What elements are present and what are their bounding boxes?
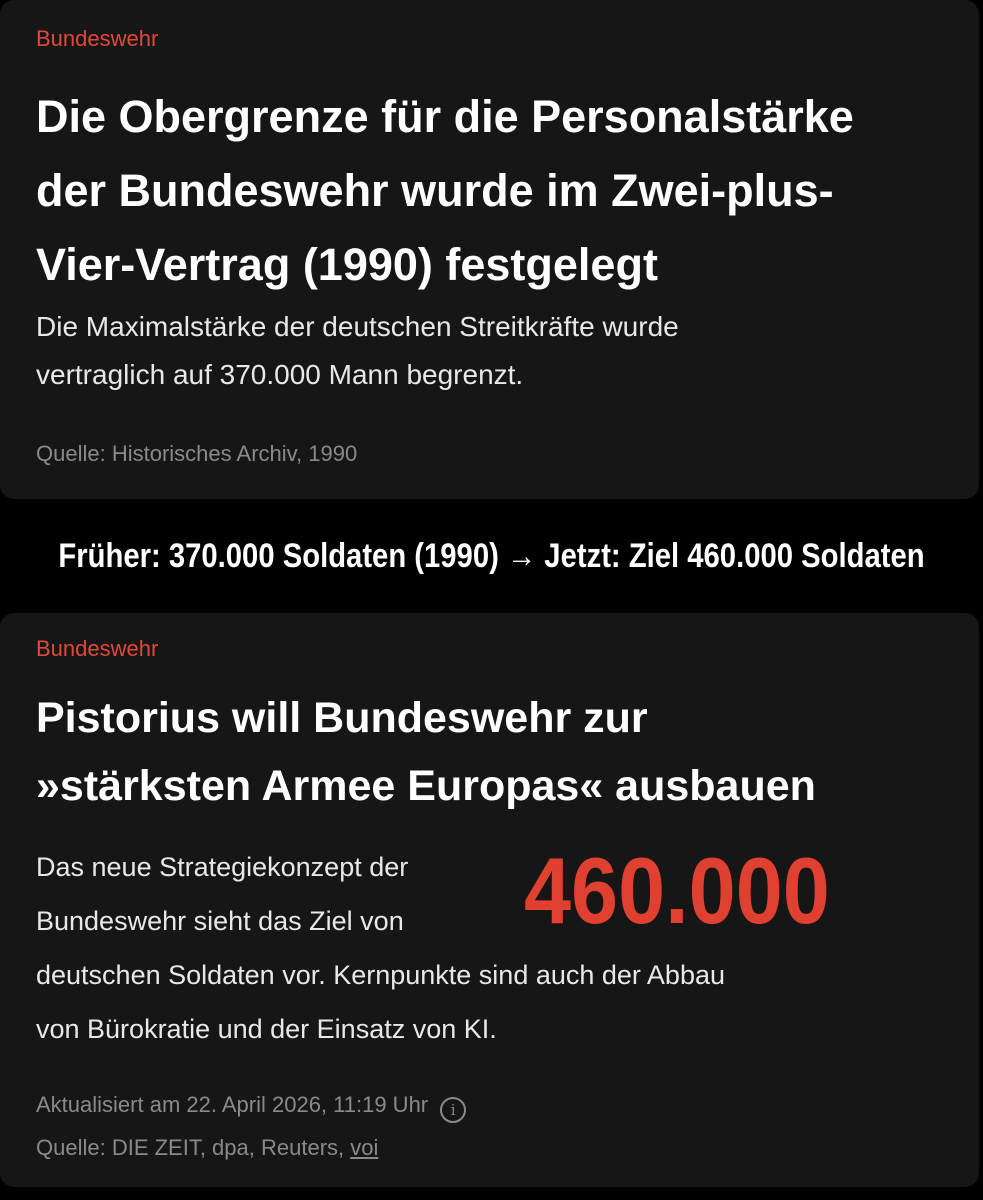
headline-line: der Bundeswehr wurde im Zwei-plus- (36, 165, 834, 216)
lead-line: Bundeswehr sieht das Ziel von (36, 906, 404, 936)
source-link[interactable]: voi (350, 1135, 379, 1160)
source-note (36, 1135, 378, 1161)
category-label[interactable]: Bundeswehr (36, 636, 159, 661)
lead-text (36, 303, 679, 399)
headline (36, 684, 816, 820)
updated-timestamp (36, 1092, 466, 1123)
comparison-banner: Früher: 370.000 Soldaten (1990) → Jetzt: Ziel 460.000 Soldaten (58, 536, 925, 575)
highlight-number: 460.000 (524, 838, 830, 943)
lead-line: von Bürokratie und der Einsatz von KI. (36, 1014, 497, 1044)
lead-line: vertraglich auf 370.000 Mann begrenzt. (36, 359, 524, 390)
lead-line: deutschen Soldaten vor. Kernpunkte sind auch der Abbau (36, 960, 726, 990)
source-note: Quelle: Historisches Archiv, 1990 (36, 441, 358, 466)
headline (36, 80, 854, 302)
updated-text: Aktualisiert am 22. April 2026, 11:19 Uhr (36, 1092, 429, 1117)
headline-line: Pistorius will Bundeswehr zur (36, 694, 648, 742)
category-label[interactable]: Bundeswehr (36, 26, 159, 51)
headline-line: Die Obergrenze für die Personalstärke (36, 91, 854, 142)
headline-line: Vier-Vertrag (1990) festgelegt (36, 239, 658, 290)
source-text: Quelle: DIE ZEIT, dpa, Reuters, (36, 1135, 351, 1160)
headline-line: »stärksten Armee Europas« ausbauen (36, 762, 816, 810)
article-card-top[interactable] (0, 0, 979, 499)
lead-line: Das neue Strategiekonzept der (36, 852, 409, 882)
lead-line: Die Maximalstärke der deutschen Streitkräfte wurde (36, 311, 679, 342)
info-icon[interactable]: i (440, 1097, 466, 1123)
